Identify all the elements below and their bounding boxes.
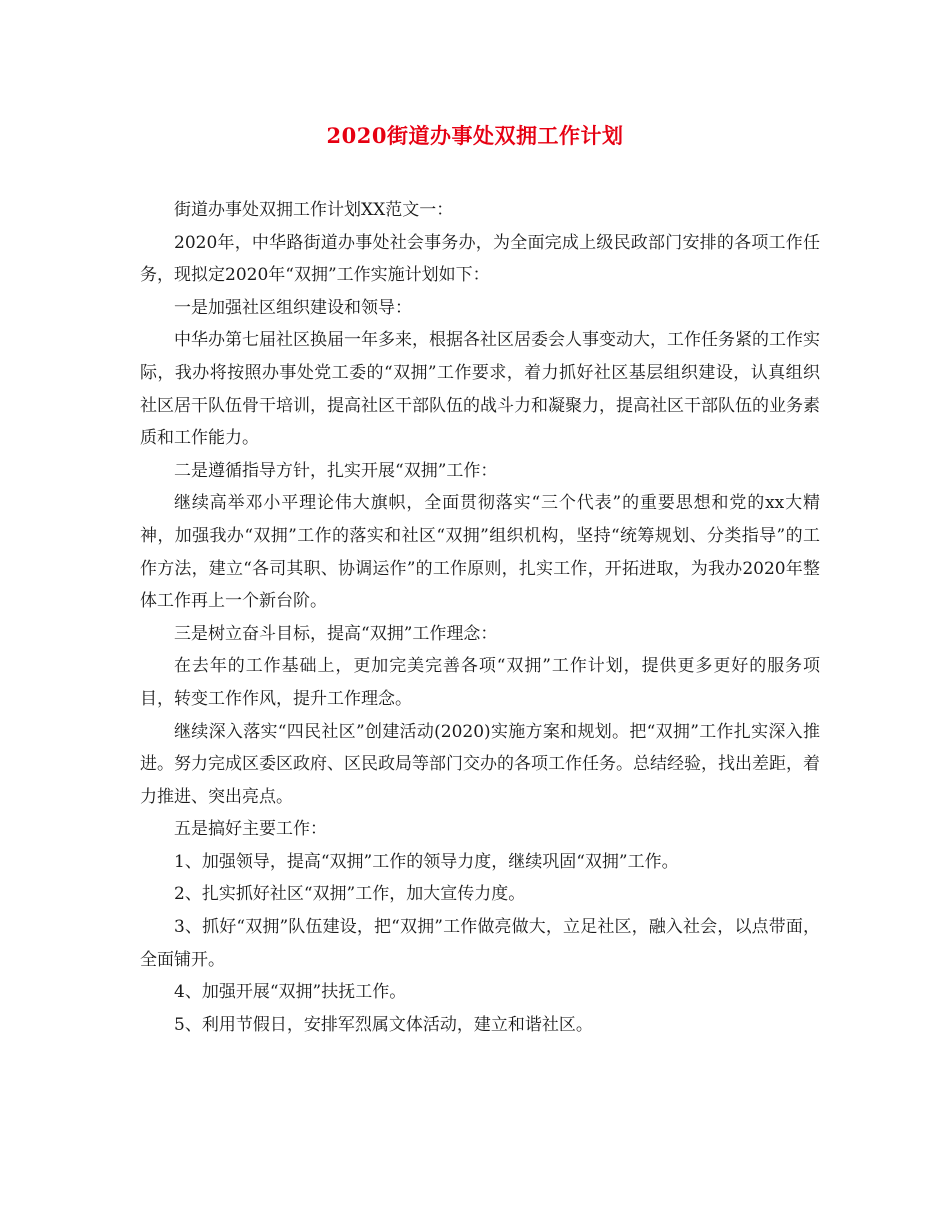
paragraph: 三是树立奋斗目标，提高“双拥”工作理念：: [174, 623, 498, 644]
paragraph: 一是加强社区组织建设和领导：: [174, 297, 412, 318]
document-title: 2020街道办事处双拥工作计划: [326, 123, 624, 148]
paragraph: 继续深入落实“四民社区”创建活动(2020)实施方案和规划。把“双拥”工作扎实深入推进。努力完成区委区政府、区民政局等部门交办的各项工作任务。总结经验，找出差距，着力推进、突出亮点。: [140, 721, 820, 807]
paragraph: 在去年的工作基础上，更加完美完善各项“双拥”工作计划，提供更多更好的服务项目，转变工作作风，提升工作理念。: [140, 656, 820, 709]
list-item: 5、利用节假日，安排军烈属文体活动，建立和谐社区。: [174, 1014, 593, 1035]
list-item: 2、扎实抓好社区“双拥”工作，加大宣传力度。: [174, 884, 526, 905]
list-item: 3、抓好“双拥”队伍建设，把“双拥”工作做亮做大，立足社区，融入社会，以点带面，全面铺开。: [140, 917, 820, 970]
list-item: 4、加强开展“双拥”扶抚工作。: [174, 982, 407, 1003]
paragraph: 街道办事处双拥工作计划XX范文一：: [174, 200, 454, 220]
paragraph: 2020年，中华路街道办事处社会事务办，为全面完成上级民政部门安排的各项工作任务，现拟定2020年“双拥”工作实施计划如下：: [140, 232, 820, 286]
list-item: 1、加强领导，提高“双拥”工作的领导力度，继续巩固“双拥”工作。: [174, 851, 679, 872]
paragraph: 二是遵循指导方针，扎实开展“双拥”工作：: [174, 460, 498, 481]
paragraph: 继续高举邓小平理论伟大旗帜，全面贯彻落实“三个代表”的重要思想和党的xx大精神，加强我办“双拥”工作的落实和社区“双拥”组织机构，坚持“统筹规划、分类指导”的工作方法，建立“各司其职、协调运作”的工作原则，扎实工作，开拓进取，为我办2020年整体工作再上一个新台阶。: [140, 493, 820, 612]
paragraph: 五是搞好主要工作：: [174, 819, 327, 840]
paragraph: 中华办第七届社区换届一年多来，根据各社区居委会人事变动大，工作任务紧的工作实际，我办将按照办事处党工委的“双拥”工作要求，着力抓好社区基层组织建设，认真组织社区居干队伍骨干培训，提高社区干部队伍的战斗力和凝聚力，提高社区干部队伍的业务素质和工作能力。: [140, 330, 820, 449]
document-body: [140, 194, 820, 1041]
